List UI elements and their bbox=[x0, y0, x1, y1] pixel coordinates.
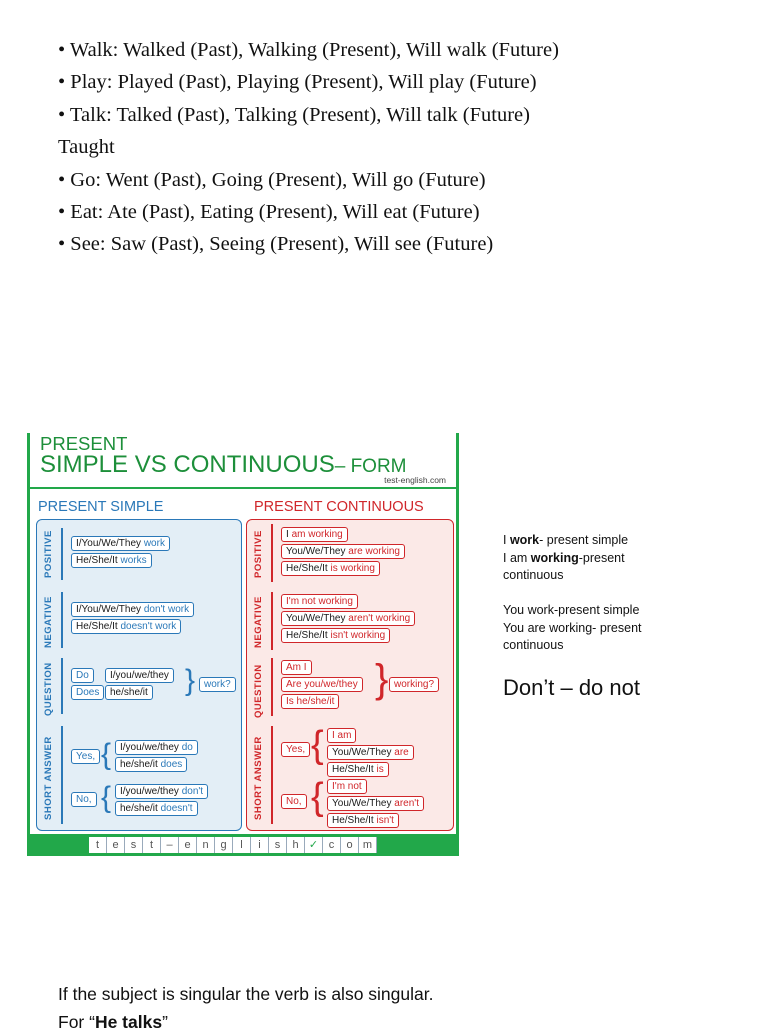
brand-label: test-english.com bbox=[384, 475, 446, 485]
list-item: • Eat: Ate (Past), Eating (Present), Will eat (Future) bbox=[58, 201, 480, 224]
pill: No, bbox=[71, 792, 97, 807]
pill: I'm not working bbox=[281, 594, 358, 609]
row-divider bbox=[271, 524, 273, 582]
list-item: • See: Saw (Past), Seeing (Present), Will see (Future) bbox=[58, 233, 494, 256]
brace-icon: } bbox=[185, 664, 196, 697]
pill: No, bbox=[281, 794, 307, 809]
row-divider bbox=[61, 658, 63, 714]
logo-icon: ✓ bbox=[305, 837, 323, 853]
list-item: • Go: Went (Past), Going (Present), Will go (Future) bbox=[58, 168, 486, 191]
title-divider bbox=[30, 487, 456, 489]
infographic-title-form: – FORM bbox=[334, 456, 407, 477]
side-note-2: You work-present simple You are working- present continuous bbox=[503, 603, 642, 653]
brace-icon: } bbox=[375, 657, 389, 701]
pill: You/We/They aren't bbox=[327, 796, 424, 811]
pill: You/We/They are bbox=[327, 745, 414, 760]
pill: I am working bbox=[281, 527, 348, 542]
row-label-question: QUESTION bbox=[43, 662, 54, 716]
present-continuous-panel bbox=[246, 519, 454, 831]
pill: I/You/We/They don't work bbox=[71, 602, 194, 617]
row-divider bbox=[271, 592, 273, 650]
row-divider bbox=[61, 726, 63, 824]
pill: He/She/It is bbox=[327, 762, 389, 777]
brace-icon: { bbox=[101, 781, 112, 814]
pill: I/you/we/they do bbox=[115, 740, 198, 755]
row-label-positive: POSITIVE bbox=[43, 530, 54, 578]
example-line: For “He talks” bbox=[58, 1012, 168, 1032]
row-label-negative: NEGATIVE bbox=[43, 596, 54, 648]
verb-tense-list bbox=[58, 34, 559, 261]
list-item: • Talk: Talked (Past), Talking (Present), Will talk (Future) bbox=[58, 103, 530, 126]
pill: Is he/she/it bbox=[281, 694, 339, 709]
infographic-title-line2 bbox=[40, 451, 407, 479]
row-divider bbox=[61, 592, 63, 648]
dont-definition: Don’t – do not bbox=[503, 675, 640, 700]
row-label-negative: NEGATIVE bbox=[253, 596, 264, 648]
brace-icon: { bbox=[311, 776, 324, 818]
pill: He/She/It is working bbox=[281, 561, 380, 576]
pill: He/She/It doesn't work bbox=[71, 619, 181, 634]
footer-brand-letters: t e s t – e n g l i s h ✓ c o m bbox=[89, 837, 377, 853]
row-divider bbox=[271, 726, 273, 824]
pill: I/you/we/they bbox=[105, 668, 174, 683]
pill: He/She/It isn't working bbox=[281, 628, 390, 643]
row-label-positive: POSITIVE bbox=[253, 530, 264, 578]
pill: Yes, bbox=[281, 742, 310, 757]
infographic-title-line1: PRESENT bbox=[40, 433, 128, 454]
pill: I/you/we/they don't bbox=[115, 784, 208, 799]
pill: I/You/We/They work bbox=[71, 536, 170, 551]
pill: I am bbox=[327, 728, 356, 743]
pill: Are you/we/they bbox=[281, 677, 363, 692]
list-item: • Play: Played (Past), Playing (Present), Will play (Future) bbox=[58, 71, 537, 94]
footer-banner bbox=[27, 834, 459, 856]
pill: he/she/it doesn't bbox=[115, 801, 198, 816]
pill: I'm not bbox=[327, 779, 367, 794]
present-simple-panel bbox=[36, 519, 242, 831]
pill: work? bbox=[199, 677, 236, 692]
pill: He/She/It works bbox=[71, 553, 152, 568]
infographic-title-main: SIMPLE VS CONTINUOUS bbox=[40, 451, 335, 478]
pill: Yes, bbox=[71, 749, 100, 764]
present-simple-vs-continuous-infographic bbox=[27, 433, 459, 856]
pill: Does bbox=[71, 685, 104, 700]
row-divider bbox=[61, 528, 63, 580]
list-item: • Walk: Walked (Past), Walking (Present), Will walk (Future) bbox=[58, 39, 559, 61]
pill: You/We/They are working bbox=[281, 544, 405, 559]
row-divider bbox=[271, 658, 273, 716]
pill: Am I bbox=[281, 660, 312, 675]
pill: Do bbox=[71, 668, 94, 683]
pill: he/she/it does bbox=[115, 757, 187, 772]
pill: working? bbox=[389, 677, 439, 692]
brace-icon: { bbox=[311, 724, 324, 766]
brace-icon: { bbox=[101, 738, 112, 771]
present-continuous-heading: PRESENT CONTINUOUS bbox=[254, 499, 424, 515]
present-simple-heading: PRESENT SIMPLE bbox=[38, 499, 164, 515]
row-label-short-answer: SHORT ANSWER bbox=[43, 736, 54, 820]
pill: He/She/It isn't bbox=[327, 813, 399, 828]
row-label-question: QUESTION bbox=[253, 664, 264, 718]
side-note-1: I work- present simple I am working-present continuous bbox=[503, 533, 629, 583]
row-label-short-answer: SHORT ANSWER bbox=[253, 736, 264, 820]
pill: You/We/They aren't working bbox=[281, 611, 415, 626]
pill: he/she/it bbox=[105, 685, 153, 700]
list-item: Taught bbox=[58, 136, 115, 159]
subject-verb-rule: If the subject is singular the verb is also singular. bbox=[58, 984, 434, 1004]
